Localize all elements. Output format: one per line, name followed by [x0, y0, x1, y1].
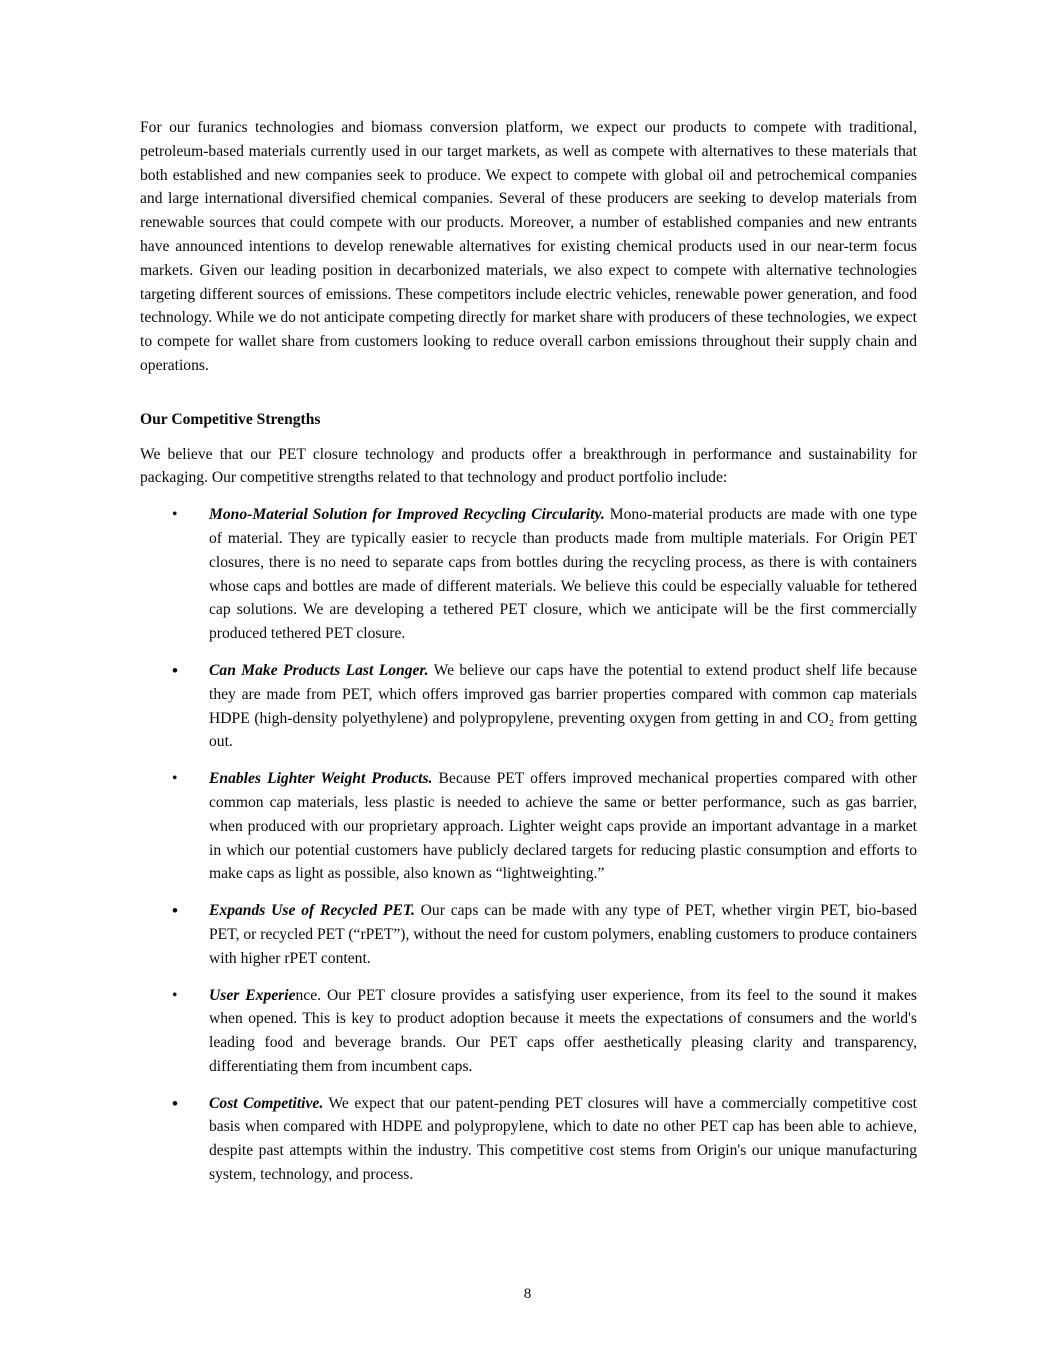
list-item-text — [209, 984, 917, 1079]
bullet-icon: • — [172, 660, 178, 680]
bullet-icon: • — [172, 506, 178, 524]
list-item-body: We expect that our patent-pending PET closures will have a commercially competitive cost basis when compared with HDPE and polypropylene, which to date no other PET cap has been able to achieve, despite past attempts within the industry. This competitive cost stems from Origin's our unique manufacturing system, technology, and process. — [209, 1094, 917, 1184]
intro-paragraph: For our furanics technologies and biomass conversion platform, we expect our products to compete with traditional, petroleum-based materials currently used in our target markets, as well as compete with alternatives to these materials that both established and new companies seek to produce. We expect to compete with global oil and petrochemical companies and large international diversified chemical companies. Several of these producers are seeking to develop materials from renewable sources that could compete with our products. Moreover, a number of established companies and new entrants have announced intentions to develop renewable alternatives for existing chemical products used in our near-term focus markets. Given our leading position in decarbonized materials, we also expect to compete with alternative technologies targeting different sources of emissions. These competitors include electric vehicles, renewable power generation, and food technology. While we do not anticipate competing directly for market share with producers of these technologies, we expect to compete for wallet share from customers looking to reduce overall carbon emissions throughout their supply chain and operations. — [140, 119, 917, 374]
list-item — [140, 1092, 917, 1187]
list-item — [140, 503, 917, 646]
list-item-text — [209, 1092, 917, 1187]
bullet-icon: • — [172, 986, 178, 1004]
list-item-body: Because PET offers improved mechanical properties compared with other common cap materials, less plastic is needed to achieve the same or better performance, such as gas barrier, when produced with our proprietary approach. Lighter weight caps provide an important advantage in a market in which our potential customers have publicly declared targets for reducing plastic consumption and efforts to make caps as light as possible, also known as “lightweighting.” — [209, 770, 917, 883]
page-number: 8 — [523, 1286, 532, 1302]
list-item-lead: Cost Competitive. — [209, 1094, 324, 1112]
list-item-lead: Mono-Material Solution for Improved Recycling Circularity. — [209, 506, 605, 524]
list-item-lead: User Experie — [209, 986, 296, 1004]
bullet-icon: • — [172, 1093, 178, 1113]
list-item-text — [209, 659, 917, 754]
bullet-icon: • — [172, 901, 178, 921]
list-item-lead: Enables Lighter Weight Products. — [209, 770, 433, 788]
list-item-text — [209, 767, 917, 886]
bullet-icon: • — [172, 770, 178, 788]
list-item — [140, 659, 917, 754]
list-item-text — [209, 503, 917, 646]
list-item — [140, 984, 917, 1079]
list-item-body: nce. Our PET closure provides a satisfying user experience, from its feel to the sound it makes when opened. This is key to product adoption because it meets the expectations of consumers and the world's leading food and beverage brands. Our PET caps offer aesthetically pleasing clarity and transparency, differentiating them from incumbent caps. — [209, 986, 917, 1075]
list-item-body: Mono-material products are made with one type of material. They are typically easier to recycle than products made from multiple materials. For Origin PET closures, there is no need to separate caps from bottles during the recycling process, as there is with containers whose caps and bottles are made of different materials. We believe this could be especially valuable for tethered cap solutions. We are developing a tethered PET closure, which we anticipate will be the first commercially produced tethered PET closure. — [209, 506, 917, 643]
page-content — [140, 116, 917, 1187]
strengths-list — [140, 503, 917, 1187]
list-item-lead: Can Make Products Last Longer. — [209, 661, 429, 679]
list-item-body: Our caps can be made with any type of PET, whether virgin PET, bio-based PET, or recycled PET (“rPET”), without the need for custom polymers, enabling customers to produce containers with higher rPET content. — [209, 902, 917, 967]
list-item — [140, 767, 917, 886]
list-item-lead: Expands Use of Recycled PET. — [209, 902, 415, 920]
list-item-body: We believe our caps have the potential to extend product shelf life because they are made from PET, which offers improved gas barrier properties compared with common cap materials HDPE (high-density polyethylene) and polypropylene, preventing oxygen from getting in and CO₂ from getting out. — [209, 661, 917, 751]
section-heading: Our Competitive Strengths — [140, 410, 321, 428]
list-item-text — [209, 899, 917, 970]
list-item — [140, 899, 917, 970]
strengths-intro-paragraph: We believe that our PET closure technology and products offer a breakthrough in performance and sustainability for packaging. Our competitive strengths related to that technology and product portfolio include: — [140, 445, 917, 487]
